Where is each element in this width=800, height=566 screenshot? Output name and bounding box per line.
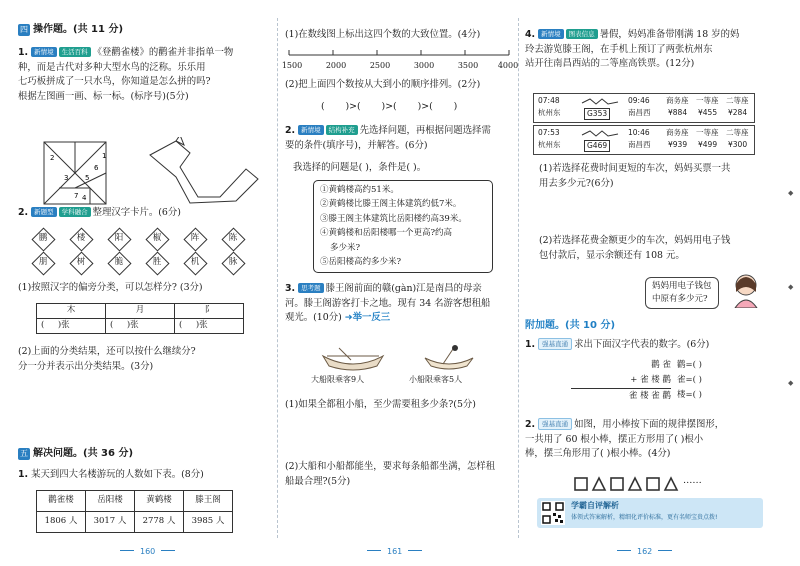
seat-price: ¥499 xyxy=(698,140,718,149)
question-text: 种，而是古代对多种大型水鸟的泛称。乐乐用 xyxy=(18,61,206,73)
tangram-label: 7 xyxy=(74,192,79,200)
tangram-square-figure xyxy=(42,140,122,206)
table-cell: 1806 人 xyxy=(37,512,86,533)
page-number: 162 xyxy=(611,546,678,558)
table-header: 滕王阁 xyxy=(184,491,233,512)
boat-caption: 大船限乘客9人 xyxy=(311,375,365,384)
tag-badge: 强基直通 xyxy=(538,418,572,430)
big-boat-icon xyxy=(321,342,385,372)
character-card: 鹏 xyxy=(32,228,54,250)
character-card: 树 xyxy=(70,252,92,274)
banner-subtitle: 体领式答案解析，精细化评价标准，更有名师宝贵点拨! xyxy=(571,514,718,521)
sub-question: (2)若选择花费金额更少的车次，妈妈用电子钱 包付款后，显示余额还有 108 元。 xyxy=(539,235,731,261)
question-text: 整理汉字卡片。(6分) xyxy=(92,207,181,218)
tag-badge: 新情境 xyxy=(538,29,564,39)
question-4 xyxy=(525,28,765,72)
visitors-table xyxy=(36,490,233,533)
column-divider xyxy=(277,18,278,538)
character-card: 阵 xyxy=(184,228,206,250)
question-text: 站开往南昌西站的二等座高铁票。(12分) xyxy=(525,58,695,70)
question-text: 玲去游览滕王阁，在手机上预订了两张杭州东 xyxy=(525,43,713,55)
banner-title: 学霸自评解析 xyxy=(571,501,619,510)
question-text: 先选择问题，再根据问题选择需 xyxy=(359,125,491,136)
answer-cell[interactable]: ( )张 xyxy=(106,319,175,334)
section-title: 操作题。(共 11 分) xyxy=(33,24,124,35)
question-number: 1. xyxy=(18,469,29,480)
train-arrow-icon xyxy=(580,129,620,139)
extra-question-1 xyxy=(525,338,775,353)
train-number: G469 xyxy=(584,140,610,152)
arrival-station: 南昌西 xyxy=(628,108,651,117)
qr-code-icon[interactable] xyxy=(541,501,565,525)
girl-avatar-icon xyxy=(731,272,761,308)
departure-station: 杭州东 xyxy=(538,108,561,117)
character-card: 楼 xyxy=(70,228,92,250)
seat-price: ¥939 xyxy=(668,140,688,149)
tag-badge: 新情境 xyxy=(31,47,57,57)
question-1 xyxy=(18,46,270,104)
tangram-label: 4 xyxy=(82,194,87,202)
character-card: 朋 xyxy=(32,252,54,274)
table-header: 木 xyxy=(37,304,106,319)
train-ticket xyxy=(533,125,755,155)
question-text: 河。滕王阁游客打卡之地。现有 34 名游客想租船 xyxy=(285,297,491,309)
option-item: ③滕王阁主体建筑比岳阳楼约高39米。 xyxy=(320,213,467,224)
question-2 xyxy=(285,124,513,153)
departure-time: 07:53 xyxy=(538,128,560,137)
question-text: 某天到四大名楼游玩的人数如下表。(8分) xyxy=(31,469,204,480)
answer-blank[interactable]: 雀=( ) xyxy=(677,374,702,385)
tag-badge: 新情境 xyxy=(298,125,324,135)
margin-mark: ◆ xyxy=(788,283,794,291)
table-header: 岳阳楼 xyxy=(86,491,135,512)
answer-cell[interactable]: ( )张 xyxy=(175,319,244,334)
tangram-label: 6 xyxy=(94,164,99,172)
seat-class: 一等座 xyxy=(696,128,719,137)
tangram-bird-figure xyxy=(146,137,262,207)
order-answer-blanks[interactable]: ( )>( )>( )>( ) xyxy=(321,101,458,112)
arrival-time: 09:46 xyxy=(628,96,650,105)
question-2 xyxy=(18,206,270,221)
tag-badge: 生活百科 xyxy=(59,47,91,57)
question-number: 4. xyxy=(525,29,536,40)
character-card: 脆 xyxy=(108,252,130,274)
question-number: 2. xyxy=(525,419,536,430)
character-card: 椒 xyxy=(146,228,168,250)
question-number: 2. xyxy=(285,125,296,136)
tick-label: 3000 xyxy=(413,61,435,70)
seat-class: 一等座 xyxy=(696,96,719,105)
section-heading-operations xyxy=(18,22,123,38)
addition-puzzle xyxy=(571,358,671,404)
train-arrow-icon xyxy=(580,97,620,107)
arrival-time: 10:46 xyxy=(628,128,650,137)
option-item: 多少米? xyxy=(330,242,361,253)
question-number: 1. xyxy=(18,47,29,58)
puzzle-row: 鹳 雀 xyxy=(651,360,671,370)
page-161 xyxy=(281,0,519,566)
table-header: 阝 xyxy=(175,304,244,319)
tick-label: 3500 xyxy=(457,61,479,70)
options-box xyxy=(313,180,493,273)
tick-label: 2500 xyxy=(369,61,391,70)
character-card: 胜 xyxy=(146,252,168,274)
table-cell: 3017 人 xyxy=(86,512,135,533)
table-header: 黄鹤楼 xyxy=(135,491,184,512)
seat-price: ¥455 xyxy=(698,108,718,117)
seat-class: 二等座 xyxy=(726,96,749,105)
question-text: 《登鹳雀楼》的鹳雀并非指单一物 xyxy=(92,47,234,58)
puzzle-row: 雀 楼 雀 鹳 xyxy=(628,390,671,401)
tag-badge: 思考题 xyxy=(298,283,324,293)
character-card: 阳 xyxy=(108,228,130,250)
seat-price: ¥284 xyxy=(728,108,748,117)
question-text: 根据左图画一画、标一标。(标序号)(5分) xyxy=(18,90,189,102)
tag-badge: 结构补充 xyxy=(326,125,358,135)
question-3 xyxy=(18,468,270,483)
seat-price: ¥300 xyxy=(728,140,748,149)
section-title: 解决问题。(共 36 分) xyxy=(33,448,134,459)
tag-badge: 学科融合 xyxy=(59,207,91,217)
tag-badge: 强基直通 xyxy=(538,338,572,350)
option-item: ②黄鹤楼比滕王阁主体建筑约低7米。 xyxy=(320,199,462,210)
classification-table xyxy=(36,303,244,334)
extra-question-2 xyxy=(525,418,775,462)
option-item: ④黄鹤楼和岳阳楼哪一个更高?约高 xyxy=(320,228,453,239)
character-card: 机 xyxy=(184,252,206,274)
train-ticket xyxy=(533,93,755,123)
extra-section-heading xyxy=(525,318,615,334)
answer-blank[interactable]: 楼=( ) xyxy=(677,389,702,400)
question-number: 2. xyxy=(18,207,29,218)
question-text: 求出下面汉字代表的数字。(6分) xyxy=(574,339,710,350)
sub-question: (1)按照汉字的偏旁分类，可以怎样分? (3分) xyxy=(18,282,203,293)
page-number: 160 xyxy=(114,546,181,558)
option-item: ①黄鹤楼高约51米。 xyxy=(320,185,399,195)
page-160 xyxy=(18,0,270,566)
character-card: 脉 xyxy=(222,252,244,274)
table-header: 鹳雀楼 xyxy=(37,491,86,512)
question-text: 一共用了 60 根小棒，摆正方形用了( )根小 xyxy=(525,433,704,445)
sub-question: (1)若选择花费时间更短的车次，妈妈买票一共 用去多少元?(6分) xyxy=(539,163,731,189)
page-162 xyxy=(525,0,783,566)
question-3 xyxy=(285,282,513,326)
sub-question: (2)上面的分类结果，还可以按什么继续分? 分一分并表示出分类结果。(3分) xyxy=(18,346,196,372)
question-text: 如图，用小棒按下面的规律摆图形， xyxy=(574,419,725,430)
margin-mark: ◆ xyxy=(788,189,794,197)
question-text: 观光。(10分) xyxy=(285,312,342,324)
column-divider xyxy=(518,18,519,538)
table-cell: 3985 人 xyxy=(184,512,233,533)
question-text: 七巧板拼成了一只水鸟，你知道是怎么拼的吗? xyxy=(18,76,211,88)
ellipsis: …… xyxy=(683,475,702,486)
stick-pattern-figure xyxy=(573,476,733,492)
section-heading-problem-solving xyxy=(18,446,133,462)
speech-bubble: 妈妈用电子钱包 中原有多少元? xyxy=(645,277,719,309)
tangram-label: 5 xyxy=(85,174,90,182)
puzzle-answers[interactable] xyxy=(677,358,702,403)
answer-blank[interactable]: 鹳=( ) xyxy=(677,360,702,370)
arrival-station: 南昌西 xyxy=(628,140,651,149)
small-boat-icon xyxy=(421,342,477,372)
tag-badge: 图表信息 xyxy=(566,29,598,39)
table-header: 月 xyxy=(106,304,175,319)
question-text: 滕王阁前面的赣(gàn)江是南昌的母亲 xyxy=(325,283,482,294)
question-text: 暑假，妈妈准备带刚满 18 岁的妈 xyxy=(599,29,740,40)
section-title: 附加题。(共 10 分) xyxy=(525,320,616,331)
option-item: ⑤岳阳楼高约多少米? xyxy=(320,257,402,268)
sub-question: (2)大船和小船都能坐，要求每条船都坐满，怎样租 船最合理?(5分) xyxy=(285,461,496,487)
departure-time: 07:48 xyxy=(538,96,560,105)
tick-label: 2000 xyxy=(325,61,347,70)
question-number: 1. xyxy=(525,339,536,350)
tag-badge: 新题型 xyxy=(31,207,57,217)
sub-question: (1)如果全都租小船，至少需要租多少条?(5分) xyxy=(285,399,476,410)
tick-label: 1500 xyxy=(281,61,303,70)
puzzle-row: + 雀 楼 鹳 xyxy=(571,373,671,389)
train-number: G353 xyxy=(584,108,610,120)
tick-label: 4000 xyxy=(497,61,519,70)
practice-link[interactable]: ➜举一反三 xyxy=(344,312,391,324)
answer-cell[interactable]: ( )张 xyxy=(37,319,106,334)
departure-station: 杭州东 xyxy=(538,140,561,149)
boat-caption: 小船限乘客5人 xyxy=(409,375,463,384)
character-card: 陈 xyxy=(222,228,244,250)
question-text: 要的条件(填序号)，并解答。(6分) xyxy=(285,139,428,151)
tangram-label: 2 xyxy=(50,154,55,162)
seat-class: 二等座 xyxy=(726,128,749,137)
question-text: 棒，摆三角形用了( )根小棒。(4分) xyxy=(525,448,671,460)
page-number: 161 xyxy=(361,546,428,558)
tangram-label: 3 xyxy=(64,174,69,182)
self-check-banner[interactable] xyxy=(537,498,763,528)
fill-in-blank[interactable]: 我选择的问题是( )，条件是( )。 xyxy=(293,162,427,173)
question-number: 3. xyxy=(285,283,296,294)
table-cell: 2778 人 xyxy=(135,512,184,533)
seat-class: 商务座 xyxy=(666,96,689,105)
section-number: 五 xyxy=(20,449,28,458)
seat-price: ¥884 xyxy=(668,108,688,117)
margin-mark: ◆ xyxy=(788,379,794,387)
sub-question: (1)在数线图上标出这四个数的大致位置。(4分) xyxy=(285,29,481,40)
sub-question: (2)把上面四个数按从大到小的顺序排列。(2分) xyxy=(285,79,481,90)
seat-class: 商务座 xyxy=(666,128,689,137)
section-number: 四 xyxy=(20,25,28,34)
tangram-label: 1 xyxy=(102,152,107,160)
